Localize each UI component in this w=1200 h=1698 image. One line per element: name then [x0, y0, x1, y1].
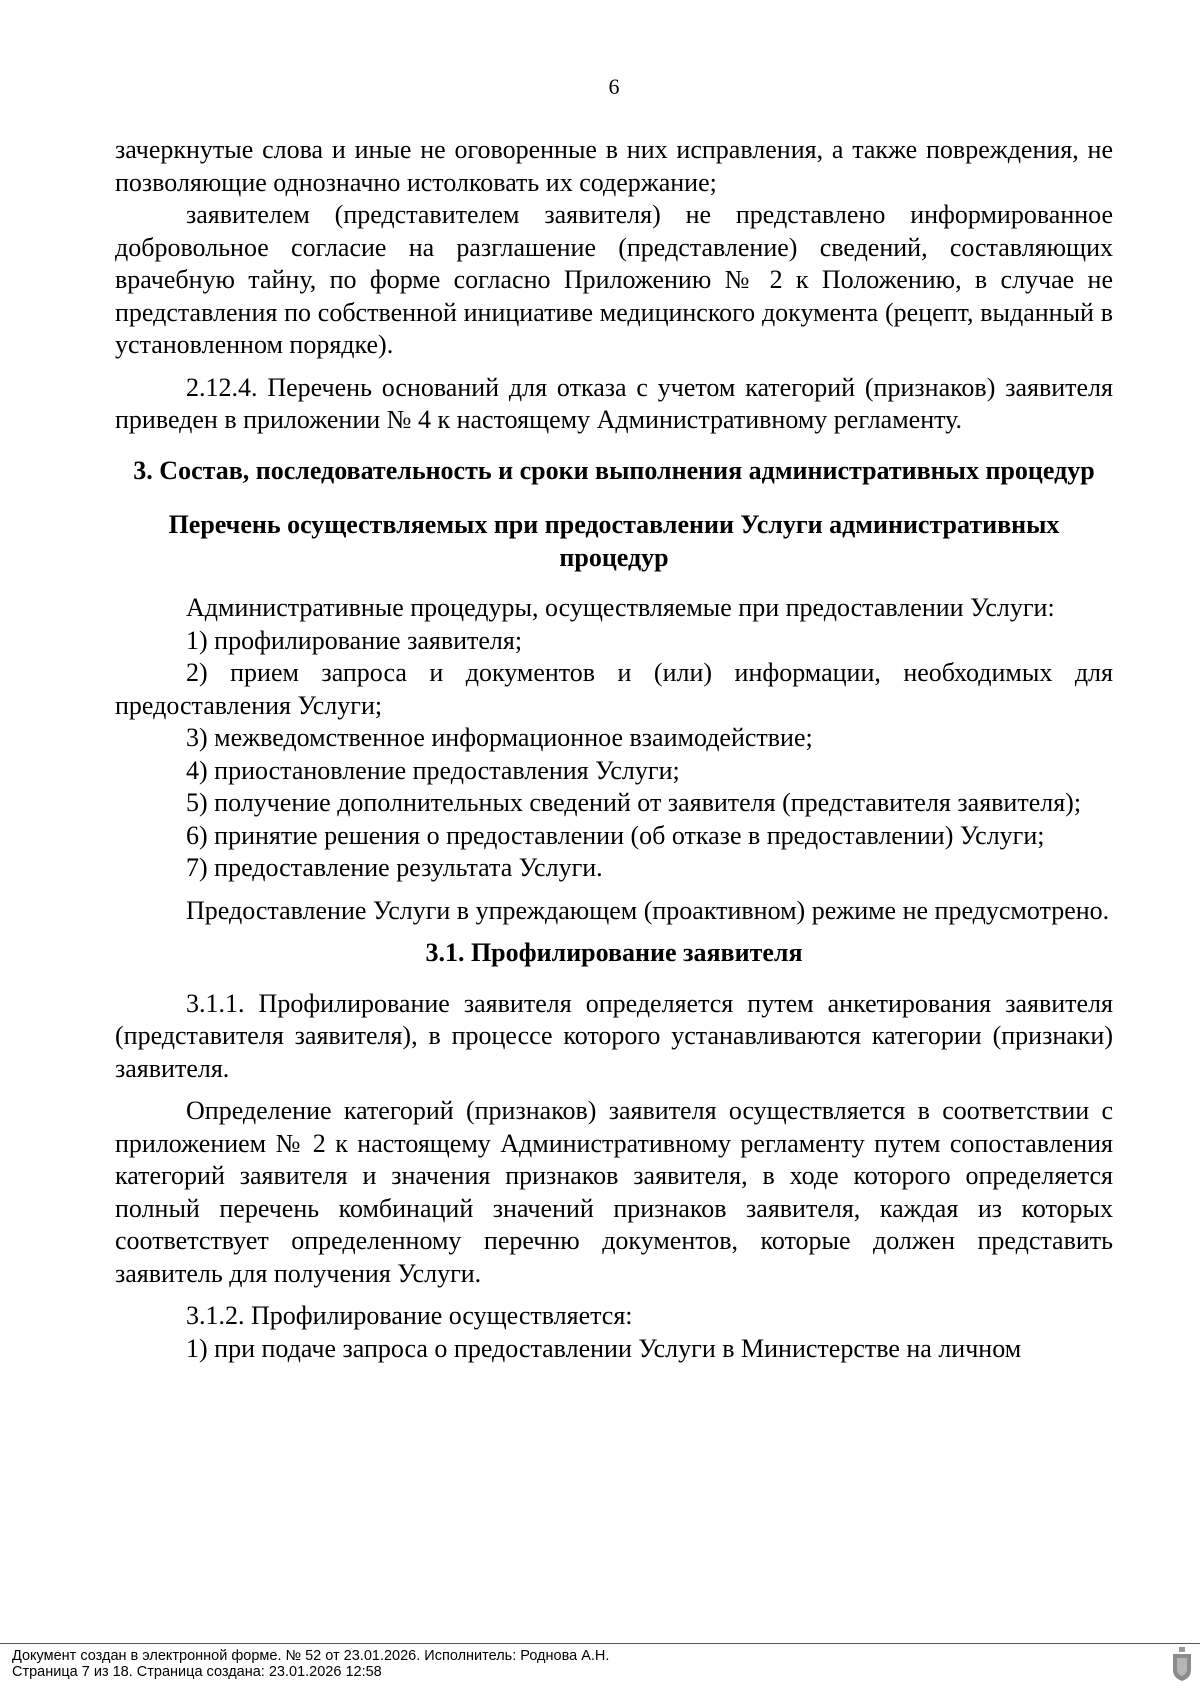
paragraph-3-1-2-item-1: 1) при подаче запроса о предоставлении Услуги в Министерстве на личном	[186, 1333, 1022, 1363]
paragraph-3-1-2: 3.1.2. Профилирование осуществляется:	[186, 1301, 633, 1330]
footer-line-2: Страница 7 из 18. Страница создана: 23.01.2026 12:58	[12, 1664, 382, 1680]
paragraph-3-1-1: 3.1.1. Профилирование заявителя определяется путем анкетирования заявителя (представителя заявителя), в процессе которого устанавливаются категории (признаки) заявителя.	[115, 988, 1113, 1083]
procedure-item: 1) профилирование заявителя;	[186, 625, 523, 655]
footer	[12, 1648, 1162, 1680]
paragraph-continuation: зачеркнутые слова и иные не оговоренные в них исправления, а также повреждения, не позволяющие однозначно истолковать их содержание;	[115, 135, 1113, 197]
procedure-item: 5) получение дополнительных сведений от заявителя (представителя заявителя);	[186, 788, 1082, 817]
procedures-intro: Административные процедуры, осуществляемые при предоставлении Услуги:	[186, 593, 1055, 622]
procedure-item: 2) прием запроса и документов и (или) информации, необходимых для предоставления Услуги;	[115, 658, 1113, 720]
procedure-item: 3) межведомственное информационное взаимодействие;	[186, 723, 813, 752]
footer-divider	[0, 1643, 1200, 1644]
procedure-item: 6) принятие решения о предоставлении (об отказе в предоставлении) Услуги;	[186, 820, 1045, 850]
coat-of-arms-icon	[1170, 1646, 1194, 1682]
paragraph-2-12-4: 2.12.4. Перечень оснований для отказа с учетом категорий (признаков) заявителя приведен в приложении № 4 к настоящему Административному регламенту.	[115, 372, 1113, 434]
document-body	[115, 134, 1113, 1365]
section-3-heading: 3. Состав, последовательность и сроки выполнения административных процедур	[133, 455, 1095, 485]
procedures-list-heading: Перечень осуществляемых при предоставлении Услуги административных процедур	[168, 510, 1060, 572]
section-3-1-heading: 3.1. Профилирование заявителя	[425, 938, 803, 967]
procedure-item: 7) предоставление результата Услуги.	[186, 853, 603, 882]
procedure-item: 4) приостановление предоставления Услуги;	[186, 755, 680, 785]
paragraph-categories: Определение категорий (признаков) заявителя осуществляется в соответствии с приложением № 2 к настоящему Административному регламенту путем сопоставления категорий заявителя и значения признаков заявителя, в ходе которого определяется полный перечень комбинаций значений признаков заявителя, каждая из которых соответствует определенному перечню документов, которые должен представить заявитель для получения Услуги.	[115, 1096, 1113, 1288]
proactive-note: Предоставление Услуги в упреждающем (проактивном) режиме не предусмотрено.	[186, 895, 1110, 925]
footer-line-1: Документ создан в электронной форме. № 52 от 23.01.2026. Исполнитель: Роднова А.Н.	[12, 1648, 610, 1664]
page-number: 6	[608, 74, 620, 99]
paragraph-consent: заявителем (представителем заявителя) не представлено информированное добровольное согласие на разглашение (представление) сведений, составляющих врачебную тайну, по форме согласно Приложению № 2 к Положению, в случае не представления по собственной инициативе медицинского документа (рецепт, выданный в установленном порядке).	[115, 200, 1113, 359]
